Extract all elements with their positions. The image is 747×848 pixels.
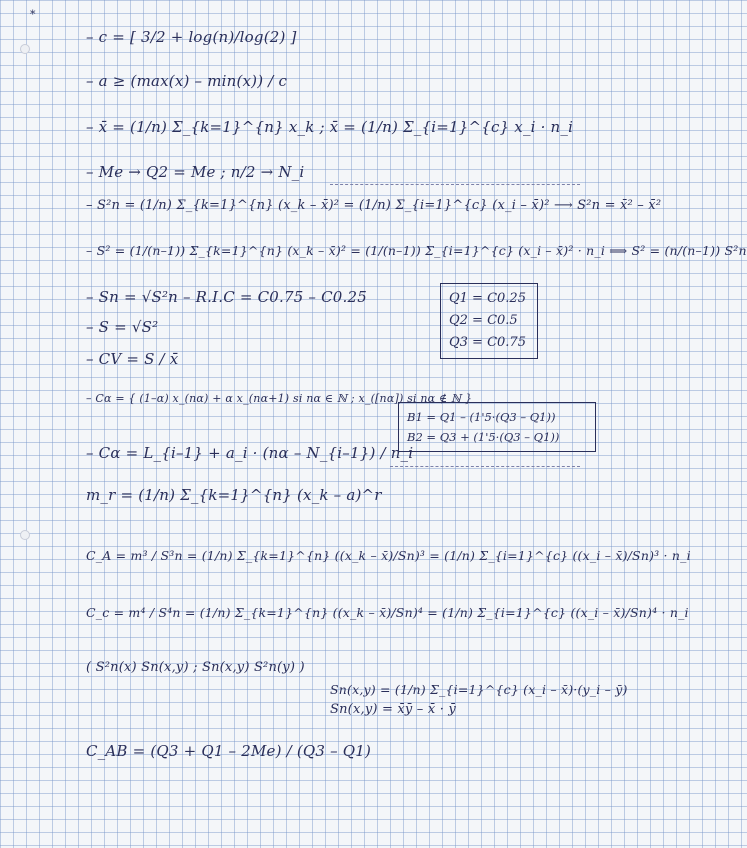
formula-mean: – x̄ = (1/n) Σ_{k=1}^{n} x_k ; x̄ = (1/n) Σ_{i=1}^{c} x_i · n_i — [86, 118, 574, 136]
lower-bound: B1 = Q1 – (1'5·(Q3 – Q1)) — [407, 410, 556, 424]
formula-kurtosis: C_c = m⁴ / S⁴n = (1/n) Σ_{k=1}^{n} ((x_k – x̄)/Sn)⁴ = (1/n) Σ_{i=1}^{c} ((x_i – x̄)/Sn)⁴ · n_i — [86, 605, 689, 620]
formula-quantile-discrete: – Cα = { (1–α) x_(nα) + α x_(nα+1) si nα ∈ ℕ ; x_([nα]) si nα ∉ ℕ } — [86, 392, 473, 405]
formula-class-width: – a ≥ (max(x) – min(x)) / c — [86, 72, 288, 90]
formula-covariance-short: Sn(x,y) = x̄ȳ – x̄ · ȳ — [330, 702, 456, 717]
formula-quasi-std-dev: – S = √S² — [86, 318, 159, 336]
formula-variance: – S²n = (1/n) Σ_{k=1}^{n} (x_k – x̄)² = (1/n) Σ_{i=1}^{c} (x_i – x̄)² ⟶ S²n = x̄² – x̄² — [86, 198, 662, 213]
upper-bound: B2 = Q3 + (1'5·(Q3 – Q1)) — [407, 430, 560, 444]
formula-bowley-skewness: C_AB = (Q3 + Q1 – 2Me) / (Q3 – Q1) — [86, 742, 372, 760]
formula-std-dev: – Sn = √S²n – R.I.C = C0.75 – C0.25 — [86, 288, 367, 306]
binder-hole — [20, 530, 30, 540]
quartile-box — [440, 283, 538, 359]
bounds-box — [398, 402, 596, 452]
divider — [330, 184, 580, 185]
covariance-matrix: ( S²n(x) Sn(x,y) ; Sn(x,y) S²n(y) ) — [86, 660, 305, 675]
formula-quantile-grouped: – Cα = L_{i–1} + a_i · (nα – N_{i–1}) / n_i — [86, 444, 414, 462]
binder-hole — [20, 44, 30, 54]
formula-median: – Me → Q2 = Me ; n/2 → N_i — [86, 163, 305, 181]
formula-moment: m_r = (1/n) Σ_{k=1}^{n} (x_k – a)^r — [86, 486, 382, 504]
quartile-q3: Q3 = C0.75 — [449, 335, 526, 350]
quartile-q1: Q1 = C0.25 — [449, 291, 526, 306]
formula-skewness: C_A = m³ / S³n = (1/n) Σ_{k=1}^{n} ((x_k – x̄)/Sn)³ = (1/n) Σ_{i=1}^{c} ((x_i – x̄)/Sn)³ · n_i — [86, 548, 691, 563]
formula-quasivariance: – S² = (1/(n–1)) Σ_{k=1}^{n} (x_k – x̄)² = (1/(n–1)) Σ_{i=1}^{c} (x_i – x̄)² · n_i ⟹ S² = (n/(n–1)) S²n — [86, 243, 747, 258]
formula-covariance: Sn(x,y) = (1/n) Σ_{i=1}^{c} (x_i – x̄)·(y_i – ȳ) — [330, 682, 628, 697]
quartile-q2: Q2 = C0.5 — [449, 313, 518, 328]
formula-class-count: – c = [ 3/2 + log(n)/log(2) ] — [86, 28, 297, 46]
formula-cv: – CV = S / x̄ — [86, 350, 179, 368]
divider — [390, 466, 580, 467]
corner-mark: * — [30, 8, 36, 21]
